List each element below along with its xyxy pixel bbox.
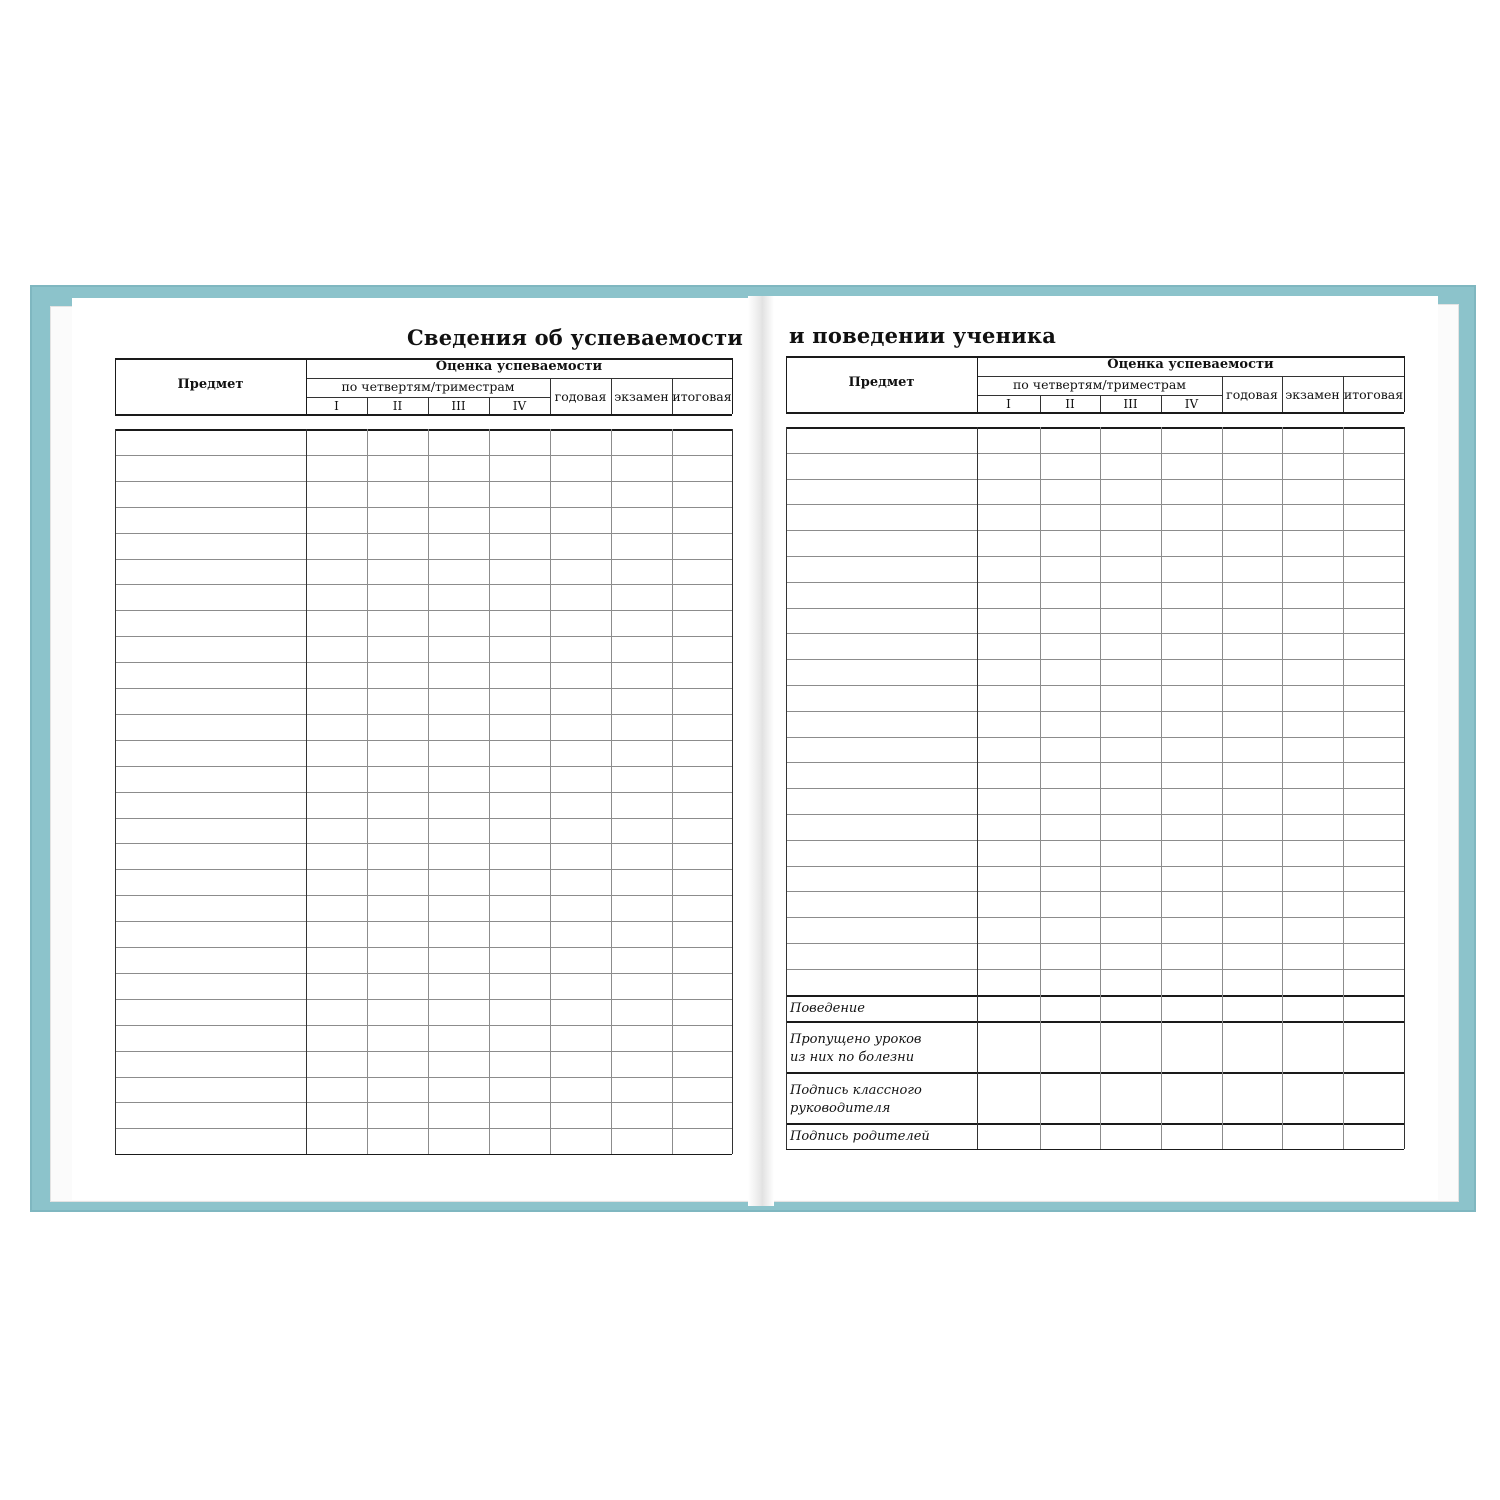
subject-header: Предмет — [177, 377, 244, 392]
body-column-divider — [672, 429, 673, 1154]
body-top-rule — [786, 427, 1404, 429]
table-row — [115, 895, 732, 896]
table-row — [115, 610, 732, 611]
table-row — [115, 740, 732, 741]
table-row — [786, 582, 1404, 583]
table-row — [115, 766, 732, 767]
table-row — [115, 999, 732, 1000]
table-row — [115, 559, 732, 560]
body-left-edge — [786, 427, 787, 1149]
missed-lessons-row-line: из них по болезни — [790, 1049, 915, 1065]
footer-row-rule — [786, 995, 1404, 997]
table-row — [786, 504, 1404, 505]
quarter-label: II — [1065, 397, 1075, 411]
table-row — [115, 869, 732, 870]
table-row — [786, 711, 1404, 712]
table-row — [786, 840, 1404, 841]
table-row — [115, 1051, 732, 1052]
body-top-rule — [115, 429, 732, 431]
missed-lessons-row — [790, 1031, 921, 1067]
table-row — [786, 943, 1404, 944]
quarter-label: I — [1006, 397, 1011, 411]
table-row — [786, 866, 1404, 867]
table-row — [115, 688, 732, 689]
body-column-divider — [977, 427, 978, 1149]
body-column-divider — [1222, 427, 1223, 1149]
table-row — [115, 843, 732, 844]
quarter-label: III — [451, 399, 466, 413]
table-row — [115, 1128, 732, 1129]
quarter-label: I — [334, 399, 339, 413]
table-row — [115, 818, 732, 819]
teacher-signature-row — [790, 1082, 922, 1118]
table-row — [786, 453, 1404, 454]
left-page — [72, 298, 756, 1200]
body-column-divider — [1343, 427, 1344, 1149]
table-row — [115, 1077, 732, 1078]
footer-row-rule — [786, 1072, 1404, 1074]
table-row — [115, 584, 732, 585]
body-column-divider — [1161, 427, 1162, 1149]
header-bottom-rule — [786, 412, 1404, 414]
table-row — [115, 481, 732, 482]
exam-header: экзамен — [614, 389, 669, 404]
table-row — [115, 1025, 732, 1026]
footer-row-rule — [786, 1021, 1404, 1023]
table-row — [786, 737, 1404, 738]
table-row — [786, 814, 1404, 815]
annual-header: годовая — [554, 389, 607, 404]
grade-header: Оценка успеваемости — [435, 359, 603, 374]
header-bottom-rule — [115, 414, 732, 416]
table-row — [786, 762, 1404, 763]
table-row — [786, 530, 1404, 531]
body-column-divider — [1282, 427, 1283, 1149]
quarter-label: IV — [1184, 397, 1199, 411]
body-column-divider — [611, 429, 612, 1154]
body-column-divider — [428, 429, 429, 1154]
table-row — [786, 917, 1404, 918]
final-header: итоговая — [1343, 387, 1404, 402]
annual-header: годовая — [1226, 387, 1278, 402]
final-header: итоговая — [672, 389, 732, 404]
body-column-divider — [367, 429, 368, 1154]
body-column-divider — [1040, 427, 1041, 1149]
table-row — [786, 479, 1404, 480]
table-row — [115, 455, 732, 456]
table-row — [115, 714, 732, 715]
quarter-label: IV — [512, 399, 527, 413]
right-page-title: и поведении ученика — [789, 323, 1057, 348]
subject-header: Предмет — [848, 375, 915, 390]
table-row — [115, 973, 732, 974]
table-row — [786, 891, 1404, 892]
table-row — [786, 556, 1404, 557]
teacher-signature-row-line: руководителя — [790, 1100, 891, 1116]
body-column-divider — [489, 429, 490, 1154]
table-row — [115, 662, 732, 663]
table-row — [786, 633, 1404, 634]
body-column-divider — [306, 429, 307, 1154]
left-page-title: Сведения об успеваемости — [407, 325, 744, 350]
exam-header: экзамен — [1285, 387, 1340, 402]
body-bottom-rule — [115, 1154, 732, 1155]
header-right-edge — [1404, 356, 1405, 412]
footer-row-rule — [786, 1123, 1404, 1125]
table-row — [115, 507, 732, 508]
table-row — [115, 947, 732, 948]
missed-lessons-row-line: Пропущено уроков — [790, 1031, 922, 1047]
body-bottom-rule — [786, 1149, 1404, 1150]
table-row — [786, 685, 1404, 686]
table-row — [115, 1102, 732, 1103]
body-column-divider — [550, 429, 551, 1154]
table-row — [115, 921, 732, 922]
behavior-row — [790, 1000, 865, 1018]
teacher-signature-row-line: Подпись классного — [790, 1082, 922, 1098]
table-row — [115, 792, 732, 793]
body-right-edge — [1404, 427, 1405, 1149]
parents-signature-row-line: Подпись родителей — [790, 1128, 930, 1144]
table-row — [786, 788, 1404, 789]
book-gutter — [748, 296, 774, 1206]
table-row — [786, 969, 1404, 970]
body-column-divider — [1100, 427, 1101, 1149]
header-right-edge — [732, 358, 733, 414]
table-row — [786, 608, 1404, 609]
behavior-row-line: Поведение — [790, 1000, 865, 1016]
table-row — [786, 659, 1404, 660]
table-row — [115, 636, 732, 637]
parents-signature-row — [790, 1128, 930, 1146]
body-left-edge — [115, 429, 116, 1154]
quarter-label: III — [1123, 397, 1138, 411]
quarters-header: по четвертям/триместрам — [341, 379, 515, 394]
table-row — [115, 533, 732, 534]
quarter-label: II — [392, 399, 403, 413]
body-right-edge — [732, 429, 733, 1154]
quarters-header: по четвертям/триместрам — [1012, 377, 1187, 392]
grade-header: Оценка успеваемости — [1107, 357, 1274, 372]
